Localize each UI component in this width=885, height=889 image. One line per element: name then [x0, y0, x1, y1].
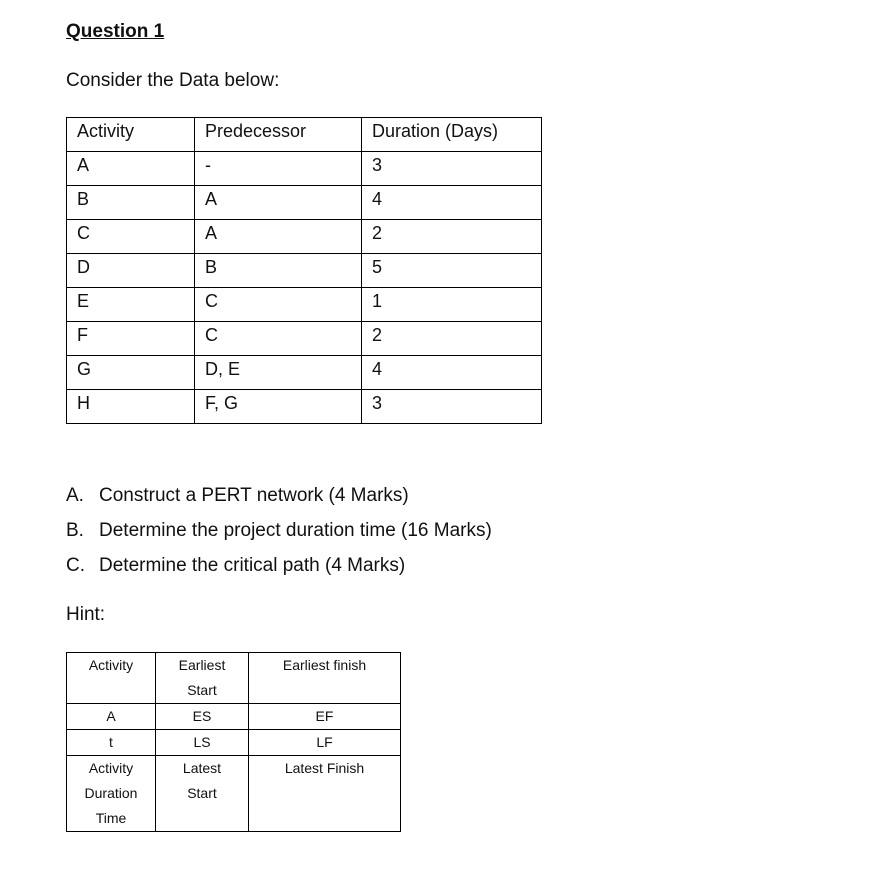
- item-text: Construct a PERT network (4 Marks): [99, 485, 409, 506]
- hint-es-cell: ES: [156, 704, 249, 730]
- hint-earliest-start-line: Earliest: [178, 657, 226, 673]
- hint-duration-cell: t: [67, 730, 156, 756]
- hint-ef-cell: EF: [249, 704, 401, 730]
- table-row: [67, 220, 542, 254]
- hint-activity-duration-line: Activity: [88, 760, 134, 776]
- cell-predecessor: C: [195, 288, 362, 322]
- cell-activity: A: [67, 152, 195, 186]
- list-item: [66, 485, 492, 520]
- cell-duration: 3: [362, 152, 542, 186]
- question-list: [66, 485, 492, 590]
- table-row: [67, 730, 401, 756]
- hint-latest-start-line: Latest: [182, 760, 222, 776]
- item-letter: B.: [66, 520, 84, 541]
- column-header-duration: Duration (Days): [362, 118, 542, 152]
- hint-ls-cell: LS: [156, 730, 249, 756]
- cell-predecessor: F, G: [195, 390, 362, 424]
- hint-latest-finish-footer: Latest Finish: [249, 756, 401, 832]
- hint-earliest-start-line: Start: [187, 682, 217, 698]
- question-heading: Question 1: [66, 21, 165, 42]
- cell-predecessor: C: [195, 322, 362, 356]
- table-row: [67, 288, 542, 322]
- table-row: [67, 152, 542, 186]
- cell-duration: 2: [362, 220, 542, 254]
- table-row: [67, 756, 401, 832]
- cell-duration: 4: [362, 186, 542, 220]
- cell-activity: B: [67, 186, 195, 220]
- item-letter: A.: [66, 485, 84, 506]
- hint-label: Hint:: [66, 604, 106, 625]
- hint-activity-cell: A: [67, 704, 156, 730]
- item-text: Determine the project duration time (16 Marks): [99, 520, 492, 541]
- cell-activity: G: [67, 356, 195, 390]
- hint-activity-duration-footer: [67, 756, 156, 832]
- cell-activity: C: [67, 220, 195, 254]
- hint-activity-header: Activity: [67, 653, 156, 704]
- list-item: [66, 520, 492, 555]
- table-row: [67, 254, 542, 288]
- table-row: [67, 322, 542, 356]
- table-row: [67, 653, 401, 704]
- cell-predecessor: A: [195, 186, 362, 220]
- table-header-row: [67, 118, 542, 152]
- cell-predecessor: B: [195, 254, 362, 288]
- cell-predecessor: -: [195, 152, 362, 186]
- cell-duration: 1: [362, 288, 542, 322]
- table-row: [67, 704, 401, 730]
- hint-activity-duration-line: Duration: [84, 785, 138, 801]
- table-row: [67, 356, 542, 390]
- cell-duration: 3: [362, 390, 542, 424]
- table-row: [67, 186, 542, 220]
- cell-predecessor: A: [195, 220, 362, 254]
- cell-predecessor: D, E: [195, 356, 362, 390]
- cell-duration: 5: [362, 254, 542, 288]
- column-header-activity: Activity: [67, 118, 195, 152]
- cell-activity: F: [67, 322, 195, 356]
- table-row: [67, 390, 542, 424]
- hint-table: [66, 652, 401, 832]
- hint-lf-cell: LF: [249, 730, 401, 756]
- activity-table: [66, 117, 542, 424]
- hint-latest-start-line: Start: [187, 785, 217, 801]
- cell-activity: D: [67, 254, 195, 288]
- cell-activity: H: [67, 390, 195, 424]
- cell-activity: E: [67, 288, 195, 322]
- hint-earliest-finish-header: Earliest finish: [249, 653, 401, 704]
- list-item: [66, 555, 492, 590]
- cell-duration: 4: [362, 356, 542, 390]
- hint-latest-start-footer: [156, 756, 249, 832]
- item-letter: C.: [66, 555, 85, 576]
- hint-activity-duration-line: Time: [95, 810, 127, 826]
- column-header-predecessor: Predecessor: [195, 118, 362, 152]
- item-text: Determine the critical path (4 Marks): [99, 555, 406, 576]
- cell-duration: 2: [362, 322, 542, 356]
- intro-text: Consider the Data below:: [66, 70, 280, 91]
- hint-earliest-start-header: [156, 653, 249, 704]
